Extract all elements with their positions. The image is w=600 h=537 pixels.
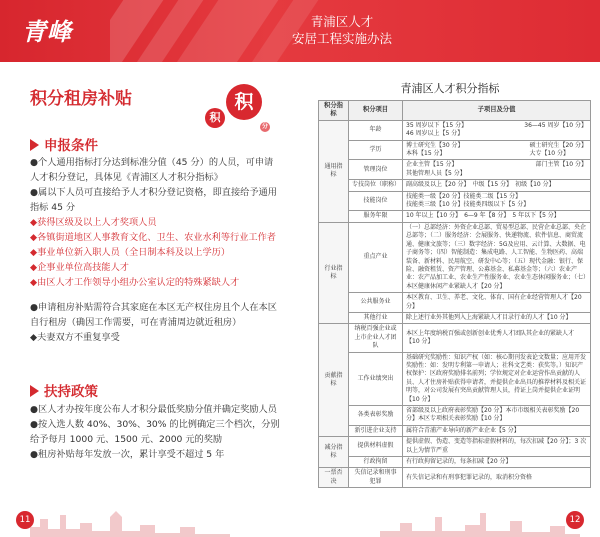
table-row bbox=[319, 457, 591, 468]
item-cell: 服务年限 bbox=[349, 211, 403, 222]
item-cell: 纳税百强企业或上市企业人才团队 bbox=[349, 324, 403, 352]
table-row bbox=[319, 437, 591, 457]
value-cell: （一）总部经济：外资企业总部、贸易型总部、民营企业总部、央企总部等；（二）服务经济：会展服务、快递物流、软件信息、商贸流通、健康文旅等；（三）数字经济：5G及应用、云计算、大数据、电子商务等；（四）智能制造：集成电路、人工智能、生物医药、高端装备、新材料、民用航空、研发中心等；（五）现代金融：银行、保险、融资租赁、资产管理、公募基金、私募基金等；（六）农业产业：农产品加工业、农业生产性服务业、农业生态休闲服务业；（七）本区健康休闲产业紧缺人才【20 分】 bbox=[403, 222, 591, 292]
value-cell: 除上述行业外其他列入上海紧缺人才目录行业的人才【10 分】 bbox=[403, 312, 591, 323]
header-title-line1: 青浦区人才 bbox=[310, 14, 374, 29]
item-cell: 专技岗位（职称） bbox=[349, 180, 403, 191]
triangle-bullet-icon bbox=[30, 139, 39, 151]
value-cell: 35 周岁以下【15 分】 46 周岁以上【5 分】 36—45 周岁【10 分】 bbox=[403, 120, 591, 140]
city-skyline-decoration bbox=[30, 507, 230, 537]
column-header: 积分项目 bbox=[349, 101, 403, 121]
value-cell: 省部级及以上政府表彰奖励【20 分】本市市级相关表彰奖励【20 分】本区专项相关表彰奖励【10 分】 bbox=[403, 406, 591, 426]
group-cell: 行业指标 bbox=[319, 222, 349, 323]
score-badge-small: 积 bbox=[205, 108, 225, 128]
list-item: ●申请租房补贴需符合其家庭在本区无产权住房且个人在本区自行租房（确因工作需要，可在青浦周边就近租房） bbox=[30, 302, 277, 328]
item-cell: 失信记录和刑事犯罪 bbox=[349, 468, 403, 488]
table-row bbox=[319, 211, 591, 222]
list-item: ●个人通用指标打分达到标准分值（45 分）的人员，可申请人才积分登记，具体见《青浦区人才积分指标》 bbox=[30, 157, 274, 183]
right-page bbox=[300, 62, 600, 537]
table-row bbox=[319, 180, 591, 191]
score-index-table bbox=[318, 100, 591, 488]
list-item: ●租房补贴每年发放一次，累计享受不超过 5 年 bbox=[30, 449, 225, 460]
list-item: ●按入选人数 40%、30%、30% 的比例确定三个档次，分别给予每月 1000 元、1500 元、2000 元的奖励 bbox=[30, 419, 280, 445]
list-item: ◆夫妻双方不重复享受 bbox=[30, 332, 120, 343]
item-cell: 重点产业 bbox=[349, 222, 403, 292]
header-banner bbox=[0, 0, 600, 62]
list-item: ◆由区人才工作领导小组办公室认定的特殊紧缺人才 bbox=[30, 277, 240, 288]
value-cell: 提供虚假、伪造、变造等指标虚假材料的，每次扣减【20 分】；3 次以上为情节严重 bbox=[403, 437, 591, 457]
score-badge-tiny: 分 bbox=[261, 123, 268, 130]
value-cell: 副高级及以上【20 分】 中级【15 分】 初级【10 分】 bbox=[403, 180, 591, 191]
left-page bbox=[0, 62, 300, 537]
table-row bbox=[319, 140, 591, 160]
conditions-list bbox=[30, 155, 282, 345]
value-cell: 本区教育、卫生、养老、文化、体育、国有企业经营管理人才【20 分】 bbox=[403, 293, 591, 313]
list-item: ◆获得区级及以上人才奖项人员 bbox=[30, 217, 157, 228]
list-item: ●属以下人员可直接给予人才积分登记资格，即直接给予通用指标 45 分 bbox=[30, 187, 277, 213]
table-row bbox=[319, 191, 591, 211]
group-cell: 贡献指标 bbox=[319, 324, 349, 437]
section-heading-policy: 扶持政策 bbox=[30, 380, 98, 400]
item-cell: 年龄 bbox=[349, 120, 403, 140]
header-title-line2: 安居工程实施办法 bbox=[291, 31, 392, 46]
item-cell: 行政拘留 bbox=[349, 457, 403, 468]
item-cell: 技能岗位 bbox=[349, 191, 403, 211]
city-skyline-decoration bbox=[380, 507, 580, 537]
table-row bbox=[319, 160, 591, 180]
table-header-row bbox=[319, 101, 591, 121]
table-row bbox=[319, 222, 591, 292]
list-item: ◆事业单位新入职人员（全日制本科及以上学历） bbox=[30, 247, 231, 258]
value-cell: 企业主管【15 分】 其他管理人员【5 分】 部门主管【10 分】 bbox=[403, 160, 591, 180]
column-header: 积分指标 bbox=[319, 101, 349, 121]
value-cell: 博士研究生【30 分】 本科【15 分】 硕士研究生【20 分】 大专【10 分】 bbox=[403, 140, 591, 160]
column-header: 子项目及分值 bbox=[403, 101, 591, 121]
table-title: 青浦区人才积分指标 bbox=[400, 82, 500, 95]
triangle-bullet-icon bbox=[30, 385, 39, 397]
value-cell: 有失信记录和有刑事犯罪记录的，取消积分资格 bbox=[403, 468, 591, 488]
page-number-left: 11 bbox=[16, 511, 34, 529]
item-cell: 新引进企业支持 bbox=[349, 425, 403, 436]
header-title bbox=[272, 13, 412, 47]
list-item: ●区人才办按年度公布人才积分最低奖励分值并确定奖励人员 bbox=[30, 404, 277, 415]
list-item: ◆各镇街道地区人事教育文化、卫生、农业水利等行业工作者 bbox=[30, 232, 276, 243]
value-cell: 有行政拘留记录的，每条扣减【20 分】 bbox=[403, 457, 591, 468]
group-cell: 减分指标 bbox=[319, 437, 349, 468]
table-row bbox=[319, 468, 591, 488]
section-heading-conditions: 申报条件 bbox=[30, 134, 98, 154]
header-logo: 青峰 bbox=[22, 17, 72, 46]
item-cell: 管理岗位 bbox=[349, 160, 403, 180]
value-cell: 10 年以上【10 分】 6—9 年【8 分】 5 年以下【5 分】 bbox=[403, 211, 591, 222]
table-row bbox=[319, 352, 591, 405]
table-row bbox=[319, 406, 591, 426]
value-cell: 属符合青浦产业导向的新产业企业【5 分】 bbox=[403, 425, 591, 436]
group-cell: 一票否决 bbox=[319, 468, 349, 488]
table-row bbox=[319, 312, 591, 323]
group-cell: 通用指标 bbox=[319, 120, 349, 222]
item-cell: 公共服务业 bbox=[349, 293, 403, 313]
item-cell: 提供材料虚假 bbox=[349, 437, 403, 457]
table-row bbox=[319, 120, 591, 140]
table-row bbox=[319, 293, 591, 313]
value-cell: 基础研究奖励性：知识产权（如：核心期刊发表论文数量；应用开发奖励性：如：发明专利第一申请人；社科文艺类：获奖等。）知识产权保护：区政府奖励排名前列；学位规定对企业运营作出贡献的人员、人才住房补贴获得申请者，并提供企业出具的推荐材料及相关证明等，对公司发展有突出贡献管理人员，持证上岗并提供企业证明【10 分】 bbox=[403, 352, 591, 405]
value-cell: 技能类一级【20 分】技能类二级【15 分】 技能类三级【10 分】技能类四级以下【5 分】 bbox=[403, 191, 591, 211]
score-badge-large: 积 bbox=[226, 84, 262, 120]
table-row bbox=[319, 425, 591, 436]
item-cell: 其他行业 bbox=[349, 312, 403, 323]
page-number-right: 12 bbox=[566, 511, 584, 529]
item-cell: 学历 bbox=[349, 140, 403, 160]
item-cell: 工作业绩突出 bbox=[349, 352, 403, 405]
policy-list bbox=[30, 402, 282, 462]
table-row bbox=[319, 324, 591, 352]
value-cell: 本区上年度纳税百强或创新创业优秀人才团队其企业的紧缺人才【10 分】 bbox=[403, 324, 591, 352]
page-title: 积分租房补贴 bbox=[30, 89, 132, 109]
list-item: ◆企事业单位高技能人才 bbox=[30, 262, 129, 273]
item-cell: 各类表彰奖励 bbox=[349, 406, 403, 426]
